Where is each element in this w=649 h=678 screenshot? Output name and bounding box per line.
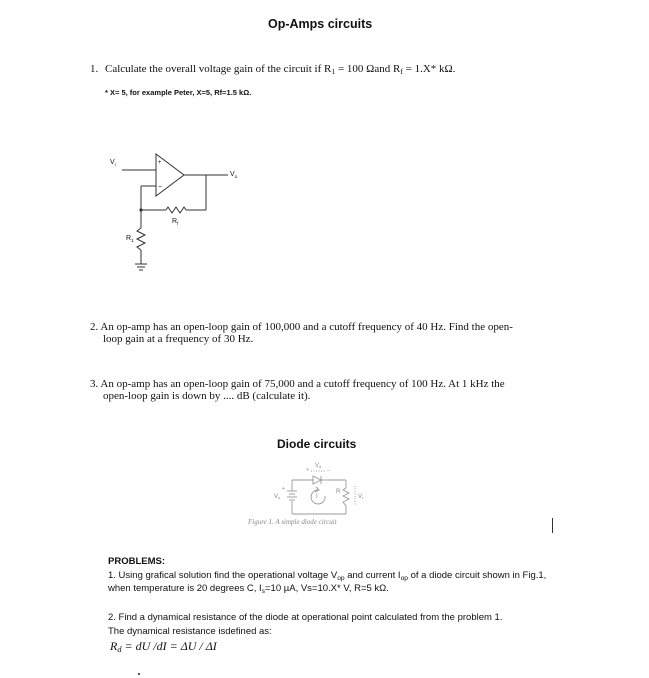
text-cursor xyxy=(552,518,553,533)
rf-label: $R_f$ xyxy=(172,218,179,227)
diode-circuit-figure xyxy=(270,458,370,520)
problems-heading: PROBLEMS: xyxy=(108,556,165,567)
r1-subscript: 1 xyxy=(331,67,336,76)
diode-symbol xyxy=(313,476,321,484)
problem-1-line-2: when temperature is 20 degrees C, $I_s=10$ µA, Vs=10.X* V, R=5 kΩ. xyxy=(108,583,389,595)
vo-label: $V_o$ xyxy=(230,171,238,180)
plus-terminal-label: + xyxy=(158,160,162,166)
opamp-circuit-diagram xyxy=(100,140,260,280)
stray-dot xyxy=(138,673,140,675)
vs-label: Vs xyxy=(274,494,281,500)
dynamic-resistance-formula: $R_d$ = dU /dI = ΔU / ΔI xyxy=(110,639,217,654)
question-3-line-1: An op-amp has an open-loop gain of 75,000 and a cutoff frequency of 100 Hz. At 1 kHz the xyxy=(100,378,505,390)
resistor-r xyxy=(343,488,349,506)
question-3-number: 3. xyxy=(90,378,99,390)
vr-label: Vr xyxy=(358,494,364,500)
junction-dot xyxy=(139,208,142,211)
question-1-note: * X= 5, for example Peter, X=5, Rf=1.5 kΩ. xyxy=(105,88,252,97)
current-label: I xyxy=(316,494,318,500)
minus-terminal-label: − xyxy=(158,184,163,191)
figure-caption: Figure 1. A simple diode circuit xyxy=(248,518,337,526)
r1-label: $R_1$ xyxy=(126,235,134,244)
question-3 xyxy=(90,378,505,390)
question-2-number: 2. xyxy=(90,321,99,333)
r-label: R xyxy=(336,489,341,495)
problem-2-line-2: The dynamical resistance isdefined as: xyxy=(108,626,272,637)
question-1-number: 1. xyxy=(90,63,99,75)
svg-text:+: + xyxy=(306,467,309,473)
current-loop-arrow xyxy=(311,490,325,504)
vi-label: $V_i$ xyxy=(110,159,116,168)
problem-1-line-1: 1. Using grafical solution find the operational voltage $V_{op}$ and current $I_{op}$ of a diode circuit shown in Fig.1, xyxy=(108,570,547,582)
question-1-end: = 1.X* kΩ. xyxy=(402,63,456,75)
vd-label: Vd xyxy=(315,463,322,469)
question-1 xyxy=(90,63,455,75)
question-2 xyxy=(90,321,513,333)
svg-text:+: + xyxy=(282,486,285,492)
svg-text:−: − xyxy=(327,468,330,474)
opamp-title: Op-Amps circuits xyxy=(268,17,373,31)
question-1-mid: = 100 Ωand R xyxy=(335,63,401,75)
diode-title: Diode circuits xyxy=(277,437,357,451)
rf-resistor xyxy=(166,207,186,213)
r1-resistor xyxy=(137,228,145,250)
question-2-line-2: loop gain at a frequency of 30 Hz. xyxy=(103,333,254,345)
question-3-line-2: open-loop gain is down by .... dB (calculate it). xyxy=(103,390,311,402)
question-2-line-1: An op-amp has an open-loop gain of 100,000 and a cutoff frequency of 40 Hz. Find the open- xyxy=(100,321,513,333)
rf-subscript: f xyxy=(400,67,403,76)
problem-2-line-1: 2. Find a dynamical resistance of the diode at operational point calculated from the problem 1. xyxy=(108,612,503,623)
question-1-text: Calculate the overall voltage gain of the circuit if R xyxy=(105,63,332,75)
